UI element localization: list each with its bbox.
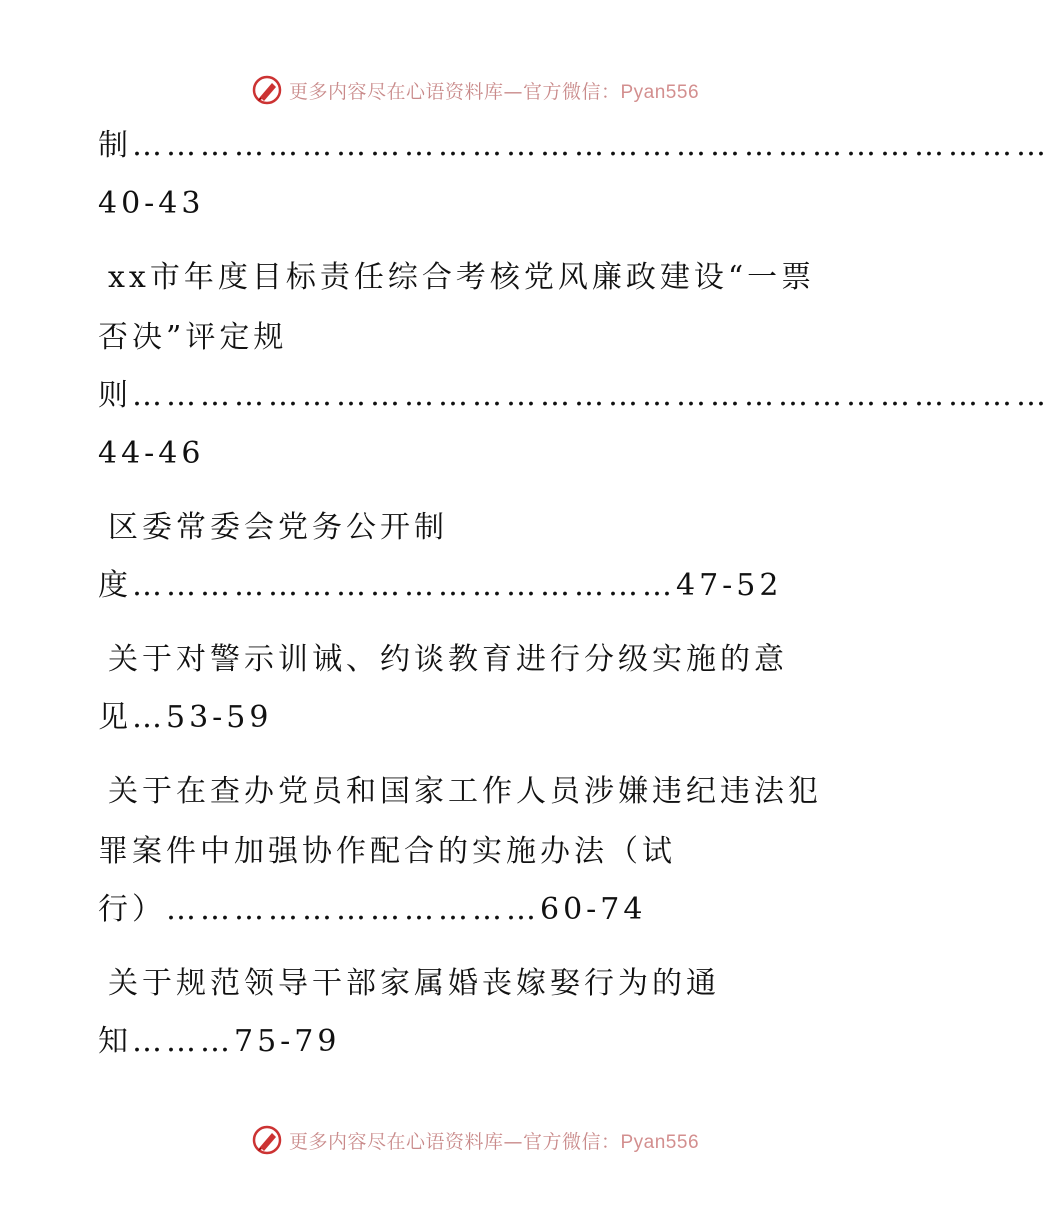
watermark-header [0, 70, 950, 110]
toc-entry-text: 区委常委会党务公开制 [108, 510, 448, 545]
toc-entry-text: 则……………………………………………………………………… [98, 378, 1050, 413]
watermark-footer [0, 1120, 950, 1160]
watermark-wechat-id: Pyan556 [620, 81, 700, 103]
watermark-text [289, 1127, 699, 1154]
toc-page-range: 44-46 [98, 436, 205, 471]
watermark-text [289, 77, 699, 104]
pen-logo-icon [251, 1124, 283, 1156]
toc-entry-text: 见…53-59 [98, 700, 273, 735]
toc-entry-text: 否决”评定规 [98, 320, 288, 355]
toc-entry-text: 罪案件中加强协作配合的实施办法（试 [98, 834, 676, 869]
toc-entry-text: 知………75-79 [98, 1024, 341, 1059]
watermark-label: 更多内容尽在心语资料库—官方微信： [288, 1130, 621, 1153]
toc-entry-text: 关于在查办党员和国家工作人员涉嫌违纪违法犯 [108, 774, 822, 809]
watermark-label: 更多内容尽在心语资料库—官方微信： [288, 80, 621, 103]
toc-entry-text: 度…………………………………………47-52 [98, 568, 783, 603]
toc-entry-text: 行）……………………………60-74 [98, 892, 647, 927]
toc-entry-text: 关于对警示训诫、约谈教育进行分级实施的意 [108, 642, 788, 677]
toc-entry-text: 关于规范领导干部家属婚丧嫁娶行为的通 [108, 966, 720, 1001]
toc-entry-text: xx市年度目标责任综合考核党风廉政建设“一票 [108, 260, 816, 295]
toc-page-range: 40-43 [98, 186, 205, 221]
watermark-wechat-id: Pyan556 [620, 1131, 700, 1153]
pen-logo-icon [251, 74, 283, 106]
toc-entry-text: 制……………………………………………………………………… [98, 128, 1050, 163]
